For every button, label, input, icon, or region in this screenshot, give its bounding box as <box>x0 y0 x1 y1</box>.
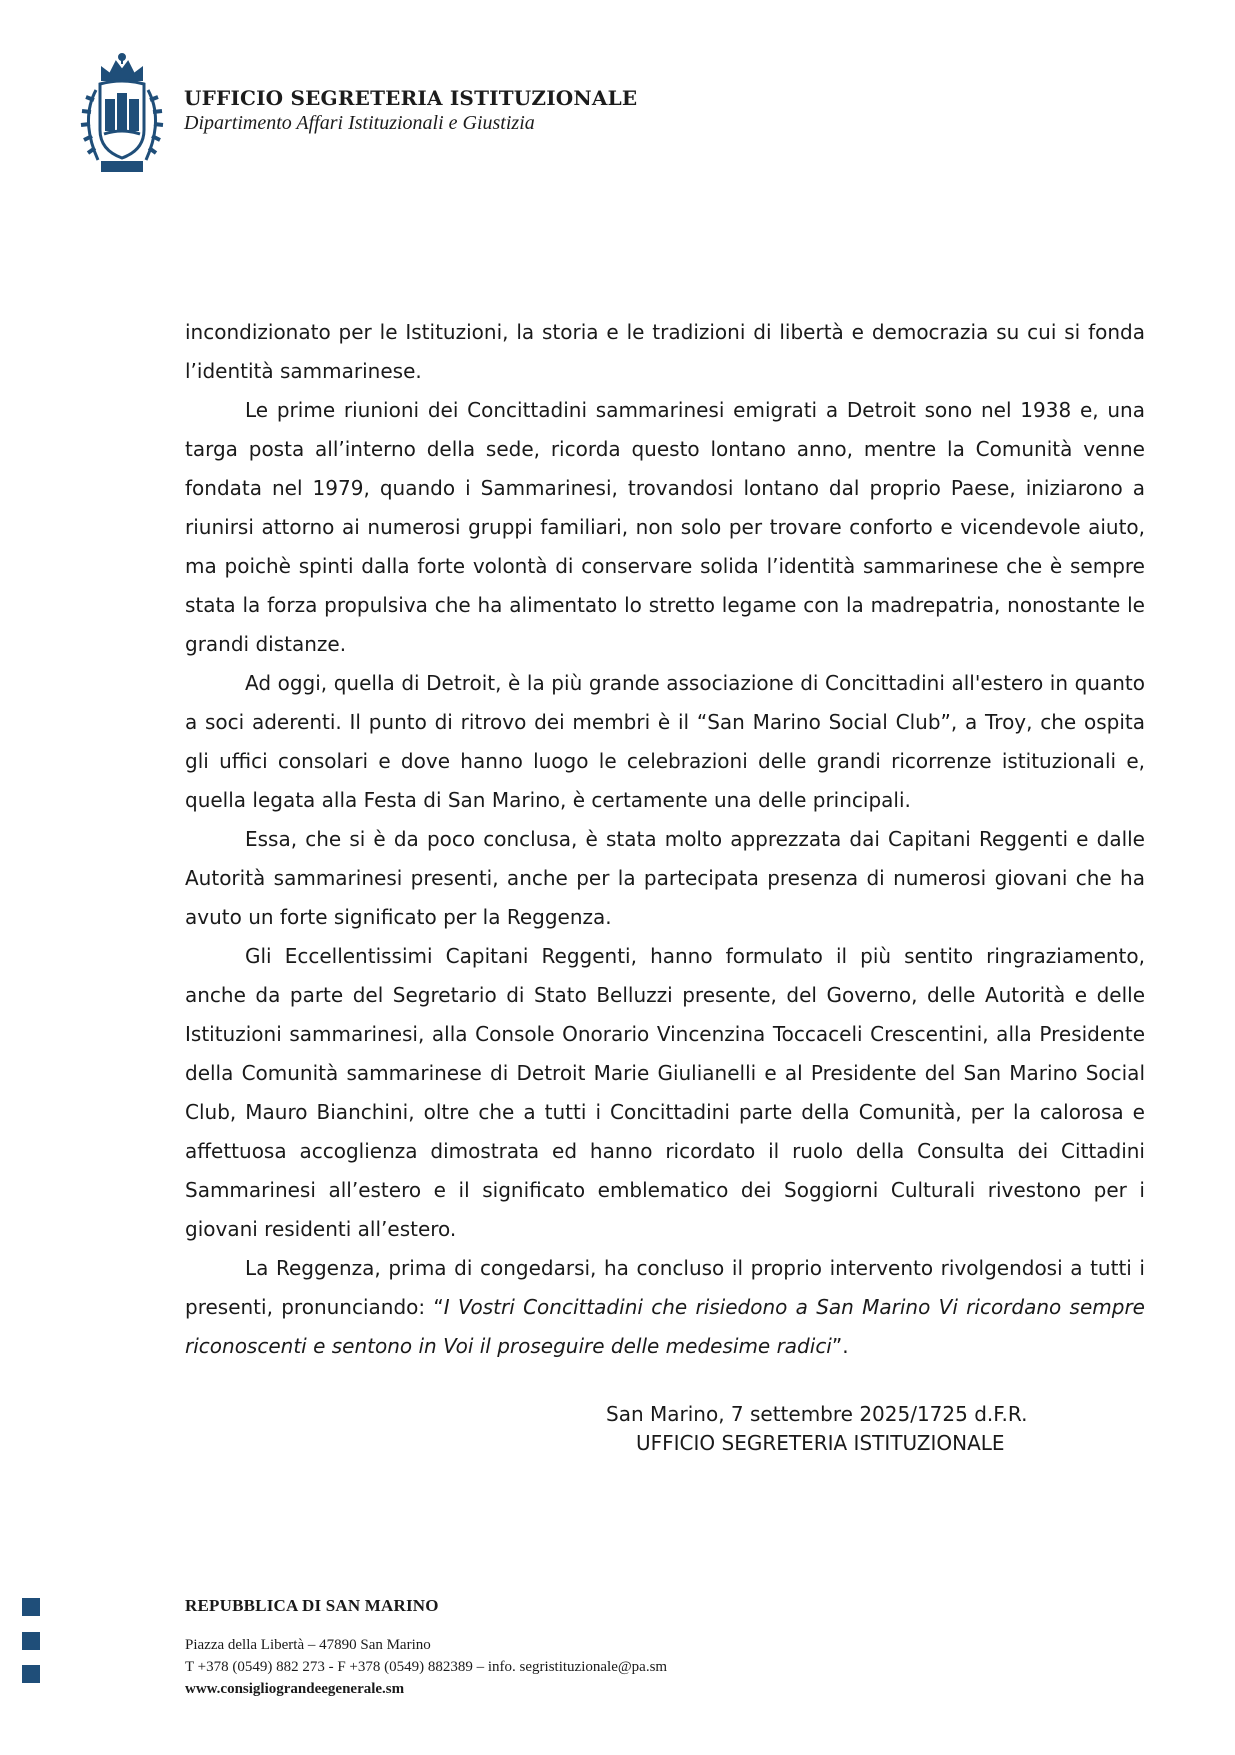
regency-quote: I Vostri Concittadini che risiedono a San Marino Vi ricordano sempre riconoscenti e sentono in Voi il proseguire delle medesime radici <box>185 1295 1145 1358</box>
footer-website-link[interactable]: www.consigliograndeegenerale.sm <box>185 1681 405 1697</box>
place-date: San Marino, 7 settembre 2025/1725 d.F.R. <box>606 1402 1028 1426</box>
footer-square-icon <box>22 1598 40 1616</box>
signature-block <box>560 1400 1080 1458</box>
paragraph-6-end: ”. <box>831 1334 849 1358</box>
paragraph-5: Gli Eccellentissimi Capitani Reggenti, hanno formulato il più sentito ringraziamento, anche da parte del Segretario di Stato Belluzzi presente, del Governo, delle Autorità e delle Istituzioni sammarinesi, alla Console Onorario Vincenzina Toccaceli Crescentini, alla Presidente della Comunità sammarinese di Detroit Marie Giulianelli e al Presidente del San Marino Social Club, Mauro Bianchini, oltre che a tutti i Concittadini parte della Comunità, per la calorosa e affettuosa accoglienza dimostrata ed hanno ricordato il ruolo della Consulta dei Cittadini Sammarinesi all’estero e il significato emblematico dei Soggiorni Culturali rivestono per i giovani residenti all’estero. <box>185 944 1145 1241</box>
footer-square-icon <box>22 1665 40 1683</box>
paragraph-2: Le prime riunioni dei Concittadini sammarinesi emigrati a Detroit sono nel 1938 e, una targa posta all’interno della sede, ricorda questo lontano anno, mentre la Comunità venne fondata nel 1979, quando i Sammarinesi, trovandosi lontano dal proprio Paese, iniziarono a riunirsi attorno ai numerosi gruppi familiari, non solo per trovare conforto e vicendevole aiuto, ma poichè spinti dalla forte volontà di conservare solida l’identità sammarinese che è sempre stata la forza propulsiva che ha alimentato lo stretto legame con la madrepatria, nonostante le grandi distanze. <box>185 398 1145 656</box>
department-name: Dipartimento Affari Istituzionali e Giustizia <box>184 112 535 134</box>
paragraph-6-intro: La Reggenza, prima di congedarsi, ha concluso il proprio intervento rivolgendosi a tutti i presenti, pronunciando: “ <box>185 1256 1145 1319</box>
office-title: UFFICIO SEGRETERIA ISTITUZIONALE <box>184 86 638 110</box>
paragraph-4: Essa, che si è da poco conclusa, è stata molto apprezzata dai Capitani Reggenti e dalle Autorità sammarinesi presenti, anche per la partecipata presenza di numerosi giovani che ha avuto un forte significato per la Reggenza. <box>185 827 1145 929</box>
signature-office: UFFICIO SEGRETERIA ISTITUZIONALE <box>636 1431 1005 1455</box>
letter-body <box>185 313 1145 1366</box>
footer-address: Piazza della Libertà – 47890 San Marino <box>185 1637 431 1653</box>
paragraph-3: Ad oggi, quella di Detroit, è la più grande associazione di Concittadini all'estero in quanto a soci aderenti. Il punto di ritrovo dei membri è il “San Marino Social Club”, a Troy, che ospita gli uffici consolari e dove hanno luogo le celebrazioni delle grandi ricorrenze istituzionali e, quella legata alla Festa di San Marino, è certamente una delle principali. <box>185 671 1145 812</box>
letterhead <box>72 50 712 180</box>
footer-republic-name: REPUBBLICA DI SAN MARINO <box>185 1596 439 1615</box>
paragraph-1: incondizionato per le Istituzioni, la storia e le tradizioni di libertà e democrazia su cui si fonda l’identità sammarinese. <box>185 320 1145 383</box>
footer <box>185 1596 1085 1700</box>
san-marino-coat-of-arms-icon <box>72 50 172 178</box>
footer-square-icon <box>22 1632 40 1650</box>
paragraph-6 <box>185 1249 1145 1366</box>
footer-contacts[interactable]: T +378 (0549) 882 273 - F +378 (0549) 882389 – info. segristituzionale@pa.sm <box>185 1659 668 1675</box>
